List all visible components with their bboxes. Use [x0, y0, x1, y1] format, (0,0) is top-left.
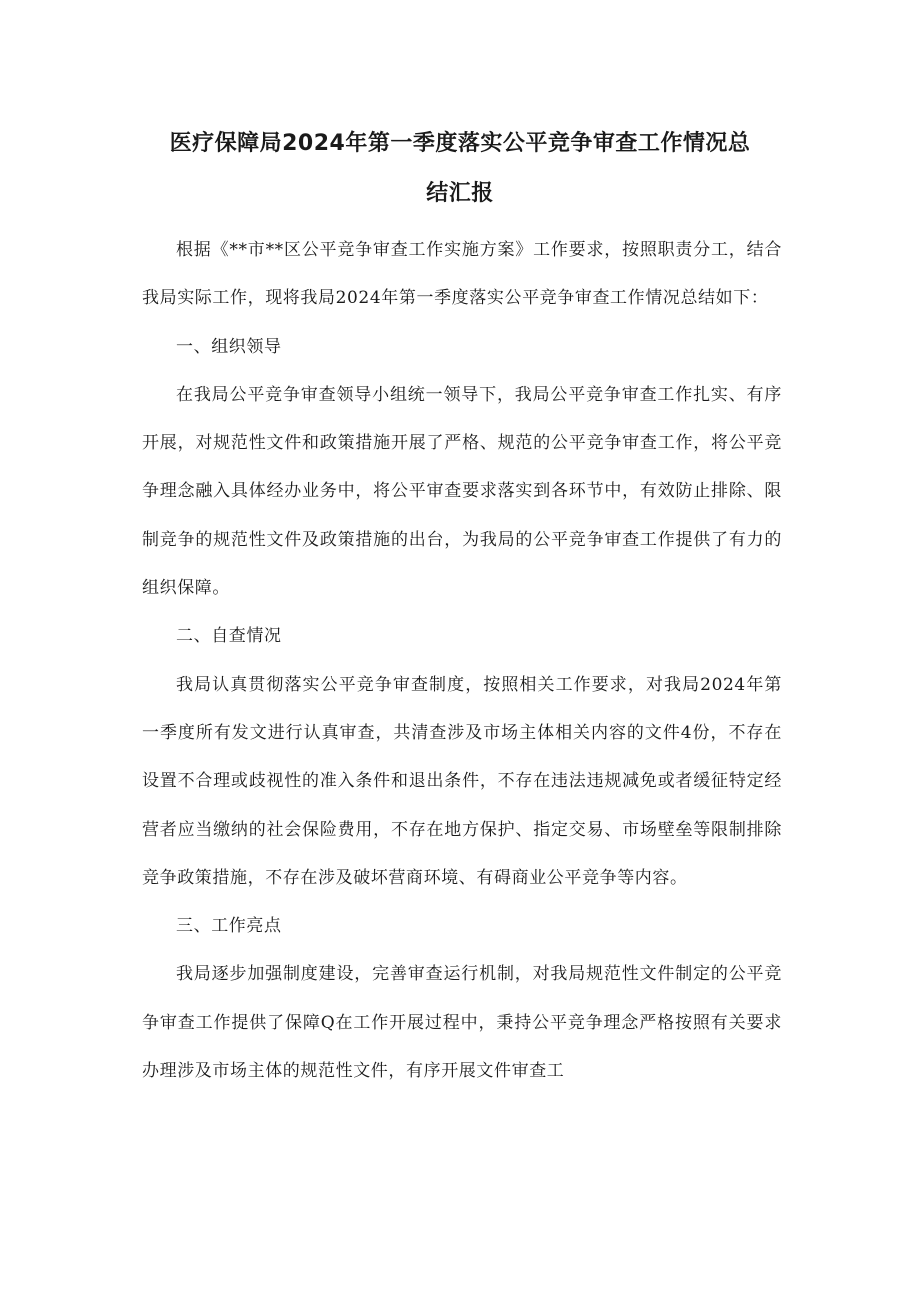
document-title-line-1: 医疗保障局2024年第一季度落实公平竞争审查工作情况总 — [169, 131, 751, 156]
section-heading-highlights: 三、工作亮点 — [176, 916, 282, 937]
highlights-paragraph: 我局逐步加强制度建设，完善审查运行机制，对我局规范性文件制定的公平竞争审查工作提供了保障Q在工作开展过程中，秉持公平竞争理念严格按照有关要求办理涉及市场主体的规范性文件，有序开展文件审查工 — [142, 964, 782, 1082]
document-body — [142, 226, 782, 1095]
self-check-paragraph: 我局认真贯彻落实公平竞争审查制度，按照相关工作要求，对我局2024年第一季度所有发文进行认真审查，共清查涉及市场主体相关内容的文件4份，不存在设置不合理或歧视性的准入条件和退出条件，不存在违法违规减免或者缓征特定经营者应当缴纳的社会保险费用，不存在地方保护、指定交易、市场壁垒等限制排除竞争政策措施，不存在涉及破坏营商环境、有碍商业公平竞争等内容。 — [142, 674, 782, 888]
organization-paragraph: 在我局公平竞争审查领导小组统一领导下，我局公平竞争审查工作扎实、有序开展，对规范性文件和政策措施开展了严格、规范的公平竞争审查工作，将公平竞争理念融入具体经办业务中，将公平审查要求落实到各环节中，有效防止排除、限制竞争的规范性文件及政策措施的出台，为我局的公平竞争审查工作提供了有力的组织保障。 — [142, 384, 782, 599]
intro-paragraph: 根据《**市**区公平竞争审查工作实施方案》工作要求，按照职责分工，结合我局实际工作，现将我局2024年第一季度落实公平竞争审查工作情况总结如下： — [142, 240, 782, 309]
section-heading-organization: 一、组织领导 — [176, 336, 282, 357]
document-title-line-2: 结汇报 — [426, 181, 494, 206]
section-heading-self-check: 二、自查情况 — [176, 626, 282, 647]
